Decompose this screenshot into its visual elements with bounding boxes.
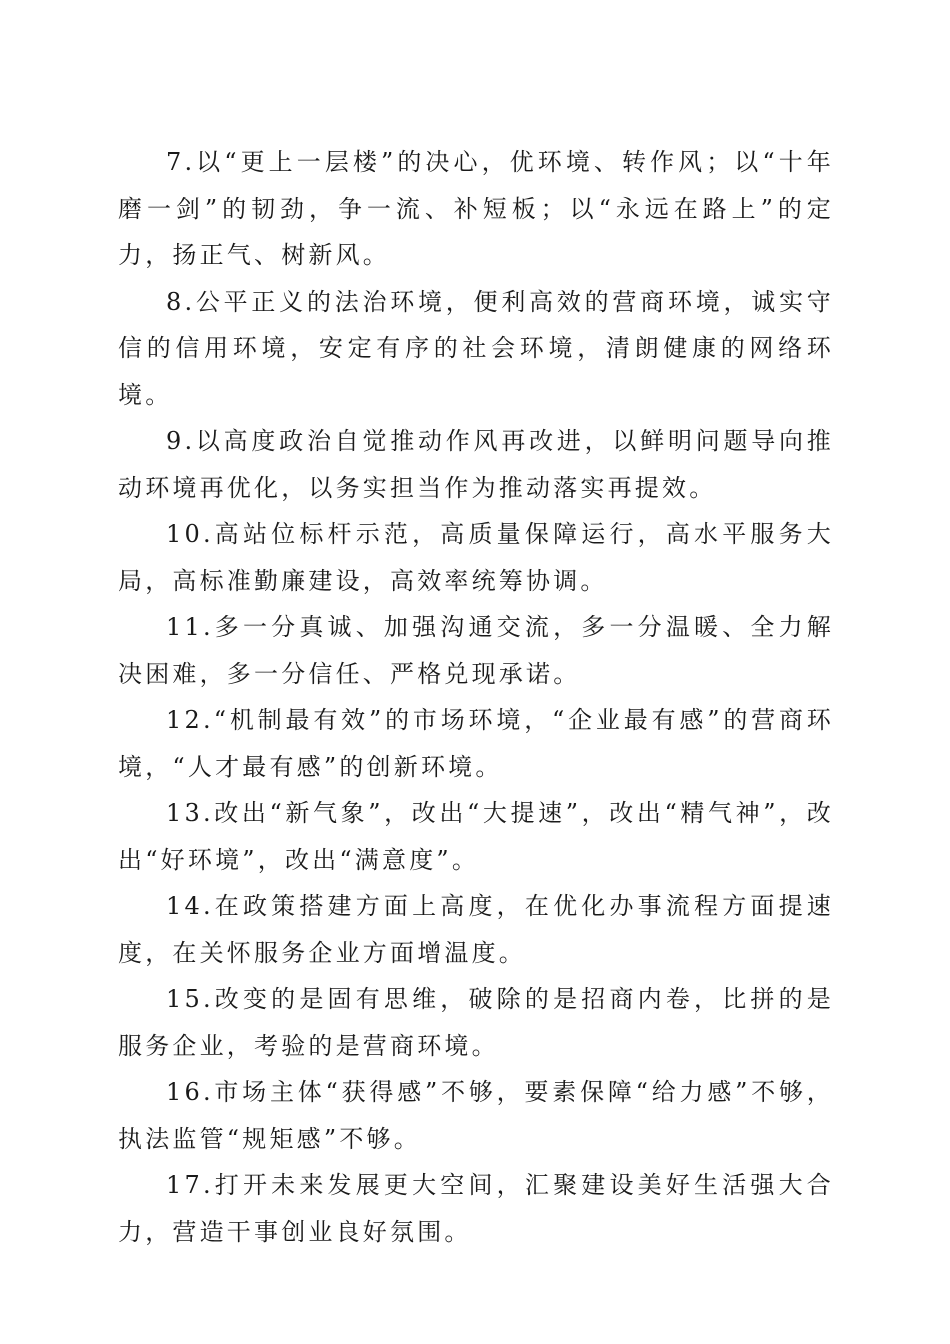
paragraph-11: 11.多一分真诚、加强沟通交流，多一分温暖、全力解决困难，多一分信任、严格兑现承诺。 [118, 613, 834, 688]
paragraph-16: 16.市场主体“获得感”不够，要素保障“给力感”不够，执法监管“规矩感”不够。 [118, 1078, 834, 1153]
paragraph-14: 14.在政策搭建方面上高度，在优化办事流程方面提速度，在关怀服务企业方面增温度。 [118, 892, 834, 967]
paragraph-13: 13.改出“新气象”，改出“大提速”，改出“精气神”，改出“好环境”，改出“满意度”。 [118, 799, 834, 874]
paragraph-10: 10.高站位标杆示范，高质量保障运行，高水平服务大局，高标准勤廉建设，高效率统筹协调。 [118, 520, 834, 595]
paragraph-15: 15.改变的是固有思维，破除的是招商内卷，比拼的是服务企业，考验的是营商环境。 [118, 985, 834, 1060]
paragraph-12: 12.“机制最有效”的市场环境，“企业最有感”的营商环境，“人才最有感”的创新环境。 [118, 706, 834, 781]
document-body [118, 139, 834, 1255]
paragraph-8: 8.公平正义的法治环境，便利高效的营商环境，诚实守信的信用环境，安定有序的社会环境，清朗健康的网络环境。 [118, 287, 834, 409]
paragraph-17: 17.打开未来发展更大空间，汇聚建设美好生活强大合力，营造干事创业良好氛围。 [118, 1171, 834, 1246]
paragraph-9: 9.以高度政治自觉推动作风再改进，以鲜明问题导向推动环境再优化，以务实担当作为推动落实再提效。 [118, 427, 834, 502]
paragraph-7: 7.以“更上一层楼”的决心，优环境、转作风；以“十年磨一剑”的韧劲，争一流、补短板；以“永远在路上”的定力，扬正气、树新风。 [118, 148, 834, 269]
